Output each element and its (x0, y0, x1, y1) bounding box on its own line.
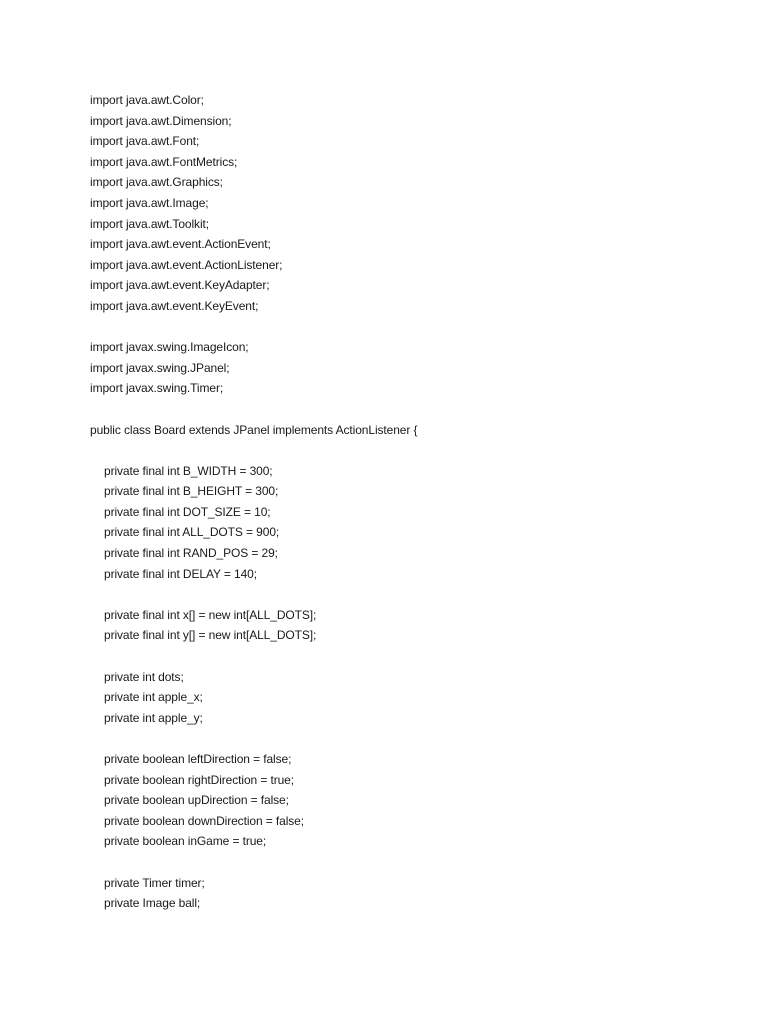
blank-line (90, 399, 417, 420)
code-line: import java.awt.FontMetrics; (90, 154, 238, 169)
blank-line (90, 584, 417, 605)
code-line: import javax.swing.ImageIcon; (90, 340, 249, 355)
code-line: private Image ball; (104, 896, 201, 911)
code-line: private final int x[] = new int[ALL_DOTS]; (104, 607, 317, 622)
code-line: private final int ALL_DOTS = 900; (104, 525, 280, 540)
code-line: private final int B_WIDTH = 300; (104, 463, 273, 478)
code-line: import javax.swing.JPanel; (90, 360, 230, 375)
code-line: private final int B_HEIGHT = 300; (104, 484, 279, 499)
code-line: private final int RAND_POS = 29; (104, 546, 278, 561)
code-line: import java.awt.Toolkit; (90, 216, 209, 231)
code-line: import java.awt.event.KeyAdapter; (90, 278, 270, 293)
code-line: private boolean downDirection = false; (104, 813, 304, 828)
code-line: private Timer timer; (104, 875, 205, 890)
code-line: import java.awt.event.ActionListener; (90, 257, 283, 272)
code-line: private int dots; (104, 669, 184, 684)
code-line: private boolean leftDirection = false; (104, 752, 292, 766)
code-line: private boolean upDirection = false; (104, 793, 289, 808)
code-line: private final int y[] = new int[ALL_DOTS]; (104, 628, 317, 643)
blank-line (90, 728, 417, 749)
code-line: import java.awt.event.KeyEvent; (90, 298, 259, 313)
code-line: private final int DELAY = 140; (104, 566, 257, 581)
code-line: import java.awt.Color; (90, 93, 204, 107)
blank-line (90, 317, 417, 338)
code-line: private int apple_x; (104, 690, 203, 705)
code-line: private boolean inGame = true; (104, 834, 267, 849)
blank-line (90, 440, 417, 461)
code-line: import javax.swing.Timer; (90, 381, 224, 396)
blank-line (90, 852, 417, 873)
code-line: import java.awt.event.ActionEvent; (90, 237, 271, 252)
code-line: private boolean rightDirection = true; (104, 772, 294, 787)
code-line: import java.awt.Graphics; (90, 175, 223, 190)
code-block (90, 90, 417, 914)
class-declaration: public class Board extends JPanel implements ActionListener { (90, 422, 418, 437)
code-line: private final int DOT_SIZE = 10; (104, 504, 271, 519)
code-line: import java.awt.Font; (90, 134, 200, 149)
blank-line (90, 646, 417, 667)
code-line: import java.awt.Dimension; (90, 113, 232, 128)
code-line: private int apple_y; (104, 710, 203, 725)
code-line: import java.awt.Image; (90, 195, 209, 210)
